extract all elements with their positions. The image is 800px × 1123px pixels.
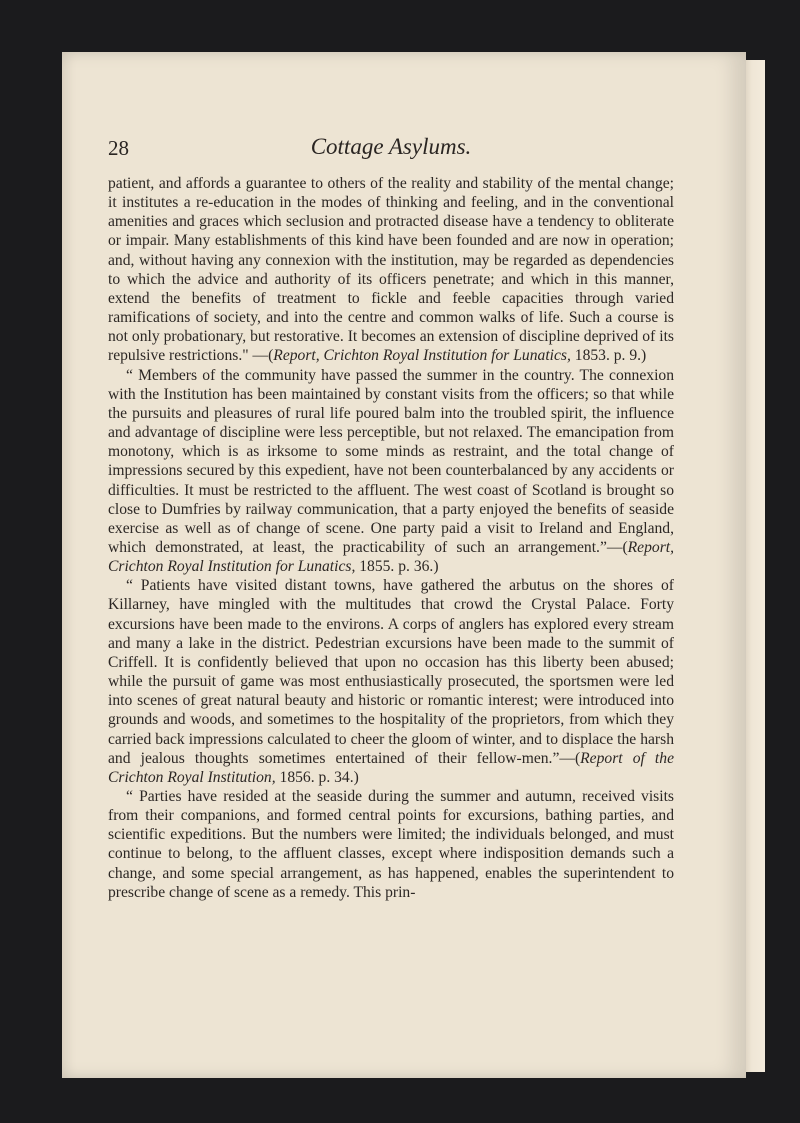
page-number: 28 (108, 136, 129, 160)
text-run: 1853. p. 9.) (570, 347, 647, 365)
body-text (108, 174, 674, 902)
text-run: 1855. p. 36.) (355, 558, 439, 576)
text-run: “ Members of the community have passed the summer in the country. The connexion with the Institution has been maintained by constant visits from the officers; so that while the pursuits and pleasures of rural life poured balm into the troubled spirit, the influence and advantage of discipline were less perceptible, but not relaxed. The emancipation from monotony, which is as irksome to some minds as restraint, and the total change of impressions secured by this expedient, have not been counterbalanced by any accidents or difficulties. It must be restricted to the affluent. The west coast of Scotland is brought so close to Dumfries by railway communication, that a party enjoyed the benefits of seaside exercise as well as of change of scene. One party paid a visit to Ireland and England, which demonstrated, at least, the practicability of such an arrangement.”—( (108, 366, 674, 556)
text-run: “ Patients have visited distant towns, have gathered the arbutus on the shores of Killarney, have mingled with the multitudes that crowd the Crystal Palace. Forty excursions have been made to the environs. A corps of anglers has explored every stream and many a lake in the district. Pedestrian excursions have been made to the summit of Criffell. It is confidently believed that upon no occasion has this liberty been abused; while the pursuit of game was most enthusiastically prosecuted, the sportsmen were led into scenes of great natural beauty and historic or romantic interest; were introduced into grounds and woods, and sometimes to the hospitality of the proprietors, from which they carried back impressions calculated to cheer the gloom of winter, and to displace the harsh and jealous thoughts sometimes entertained of their fellow-men.”—( (108, 577, 674, 767)
text-run: 1856. p. 34.) (275, 768, 359, 786)
page-header (108, 136, 674, 166)
running-title: Cottage Asylums. (310, 134, 472, 159)
citation-italic: Report, Crichton Royal Institution for Lunatics, (108, 538, 674, 576)
text-run: “ Parties have resided at the seaside during the summer and autumn, received visits from their companions, and formed central points for excursions, bathing parties, and scientific expeditions. But the numbers were limited; the individuals belonged, and must continue to belong, to the affluent classes, except where indisposition demands such a change, and some special arrangement, as has happened, enables the superintendent to prescribe change of scene as a remedy. This prin- (108, 788, 674, 901)
text-run: patient, and affords a guarantee to others of the reality and stability of the mental change; it institutes a re-education in the modes of thinking and feeling, and in the conventional amenities and graces which seclusion and protracted disease have a tendency to obliterate or impair. Many establishments of this kind have been founded and are now in operation; and, without having any connexion with the institution, may be regarded as dependencies to which the advice and authority of its officers penetrate; and which in this manner, extend the benefits of treatment to fickle and feeble capacities through varied ramifications of society, and into the centre and common walks of life. Such a course is not only probationary, but restorative. It becomes an extension of discipline deprived of its repulsive restrictions." —( (108, 175, 674, 365)
citation-italic: Report of the Crichton Royal Institution, (108, 749, 674, 786)
paragraph (108, 576, 674, 787)
paragraph (108, 787, 674, 902)
paragraph (108, 174, 674, 366)
paragraph (108, 366, 674, 577)
citation-italic: Report, Crichton Royal Institution for Lunatics, (273, 347, 571, 365)
